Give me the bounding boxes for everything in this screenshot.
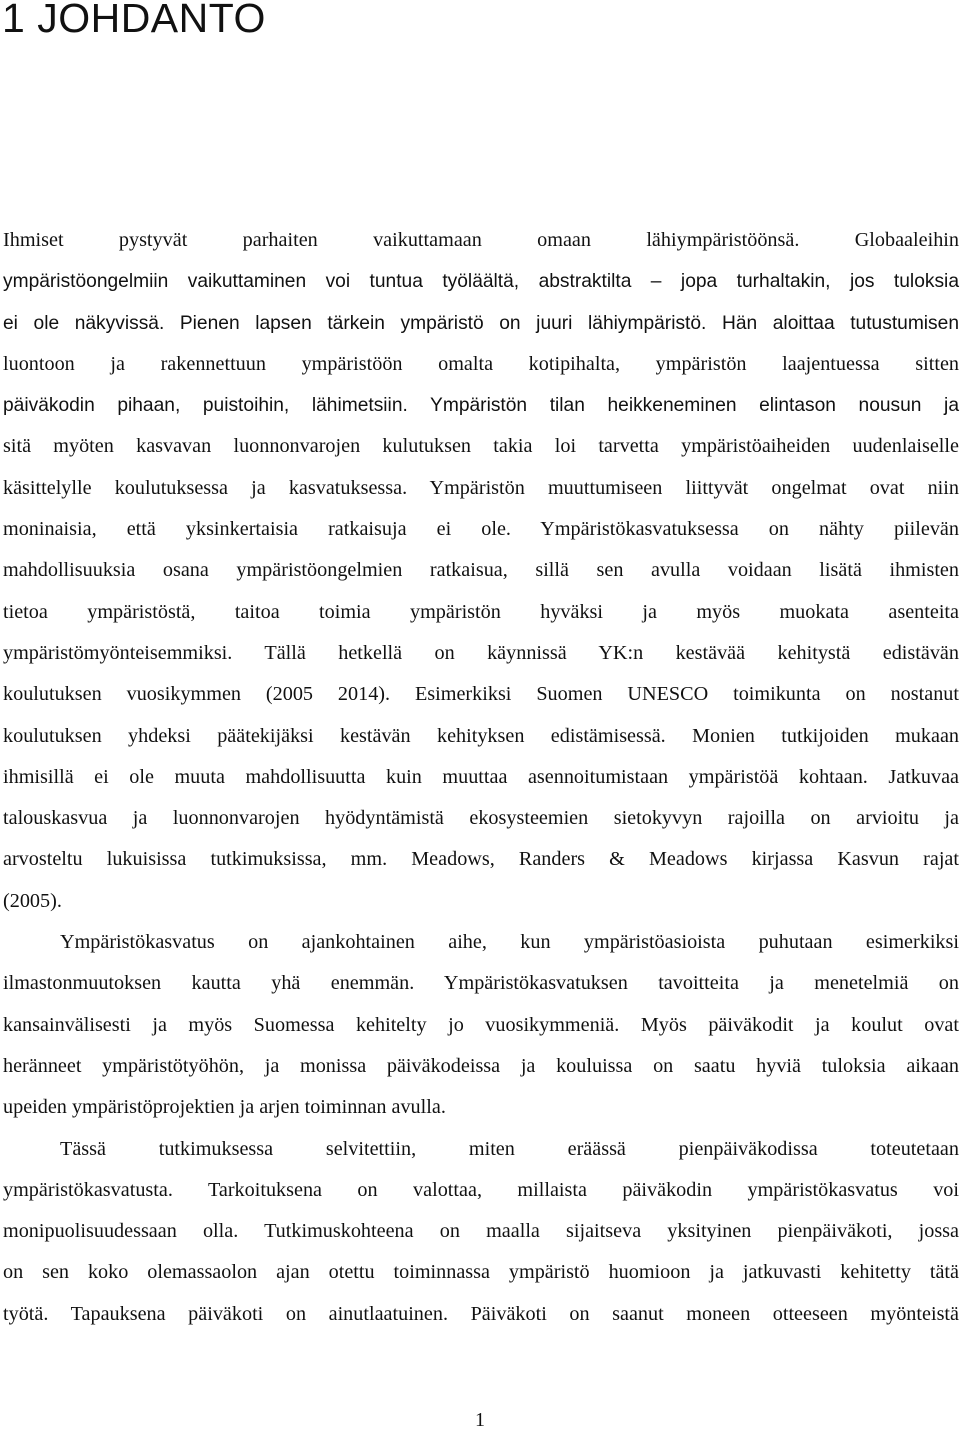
- text-line: päiväkodin pihaan, puistoihin, lähimetsiin. Ympäristön tilan heikkeneminen elintason nousun ja: [3, 395, 959, 417]
- text-line: ei ole näkyvissä. Pienen lapsen tärkein ympäristö on juuri lähiympäristö. Hän aloittaa tutustumisen: [3, 312, 959, 334]
- text-line: ilmastonmuutoksen kautta yhä enemmän. Ympäristökasvatuksen tavoitteita ja menetelmiä on: [3, 972, 959, 995]
- text-line: ympäristömyönteisemmiksi. Tällä hetkellä on käynnissä YK:n kestävää kehitystä edistävän: [3, 641, 959, 664]
- text-line: koulutuksen yhdeksi päätekijäksi kestävän kehityksen edistämisessä. Monien tutkijoiden mukaan: [3, 724, 959, 747]
- text-line: tietoa ympäristöstä, taitoa toimia ympäristön hyväksi ja myös muokata asenteita: [3, 600, 959, 623]
- text-line: ihmisillä ei ole muuta mahdollisuutta kuin muuttaa asennoitumistaan ympäristöä kohtaan. Jatkuvaa: [3, 765, 959, 788]
- text-line: moninaisia, että yksinkertaisia ratkaisuja ei ole. Ympäristökasvatuksessa on nähty piilevän: [3, 518, 959, 541]
- text-line: on sen koko olemassaolon ajan otettu toiminnassa ympäristö huomioon ja jatkuvasti kehitetty tätä: [3, 1261, 959, 1284]
- text-line: sitä myöten kasvavan luonnonvarojen kulutuksen takia loi tarvetta ympäristöaiheiden uudenlaiselle: [3, 435, 959, 458]
- text-line: ympäristöongelmiin vaikuttaminen voi tuntua työläältä, abstraktilta – jopa turhaltakin, jos tuloksia: [3, 271, 959, 293]
- text-line: mahdollisuuksia osana ympäristöongelmien ratkaisua, sillä sen avulla voidaan lisätä ihmisten: [3, 559, 959, 582]
- text-line: Tässä tutkimuksessa selvitettiin, miten eräässä pienpäiväkodissa toteutetaan: [60, 1137, 959, 1160]
- text-line: arvosteltu lukuisissa tutkimuksissa, mm. Meadows, Randers & Meadows kirjassa Kasvun rajat: [3, 848, 959, 871]
- page-number: 1: [475, 1409, 485, 1431]
- text-line: ympäristökasvatusta. Tarkoituksena on valottaa, millaista päiväkodin ympäristökasvatus voi: [3, 1178, 959, 1201]
- text-line: Ympäristökasvatus on ajankohtainen aihe, kun ympäristöasioista puhutaan esimerkiksi: [60, 931, 959, 954]
- text-line: Ihmiset pystyvät parhaiten vaikuttamaan omaan lähiympäristöönsä. Globaaleihin: [3, 229, 959, 251]
- text-line: heränneet ympäristötyöhön, ja monissa päiväkodeissa ja kouluissa on saatu hyviä tuloksia aikaan: [3, 1054, 959, 1077]
- body-text: [3, 220, 959, 1335]
- paragraph-2: [3, 922, 959, 1128]
- text-line: luontoon ja rakennettuun ympäristöön omalta kotipihalta, ympäristön laajentuessa sitten: [3, 352, 959, 375]
- paragraph-1: [3, 220, 959, 922]
- text-line: talouskasvua ja luonnonvarojen hyödyntämistä ekosysteemien sietokyvyn rajoilla on arvioitu ja: [3, 807, 959, 830]
- text-line: monipuolisuudessaan olla. Tutkimuskohteena on maalla sijaitseva yksityinen pienpäiväkoti, jossa: [3, 1220, 959, 1243]
- text-line: kansainvälisesti ja myös Suomessa kehitelty jo vuosikymmeniä. Myös päiväkodit ja koulut ovat: [3, 1013, 959, 1036]
- chapter-heading: 1 JOHDANTO: [2, 0, 266, 41]
- text-line: koulutuksen vuosikymmen (2005 2014). Esimerkiksi Suomen UNESCO toimikunta on nostanut: [3, 683, 959, 706]
- text-line: käsittelylle koulutuksessa ja kasvatuksessa. Ympäristön muuttumiseen liittyvät ongelmat ovat niin: [3, 476, 959, 499]
- text-line: upeiden ympäristöprojektien ja arjen toiminnan avulla.: [3, 1096, 446, 1119]
- text-line: (2005).: [3, 889, 62, 912]
- paragraph-3: [3, 1129, 959, 1335]
- text-line: työtä. Tapauksena päiväkoti on ainutlaatuinen. Päiväkoti on saanut moneen otteeseen myönteistä: [3, 1302, 959, 1325]
